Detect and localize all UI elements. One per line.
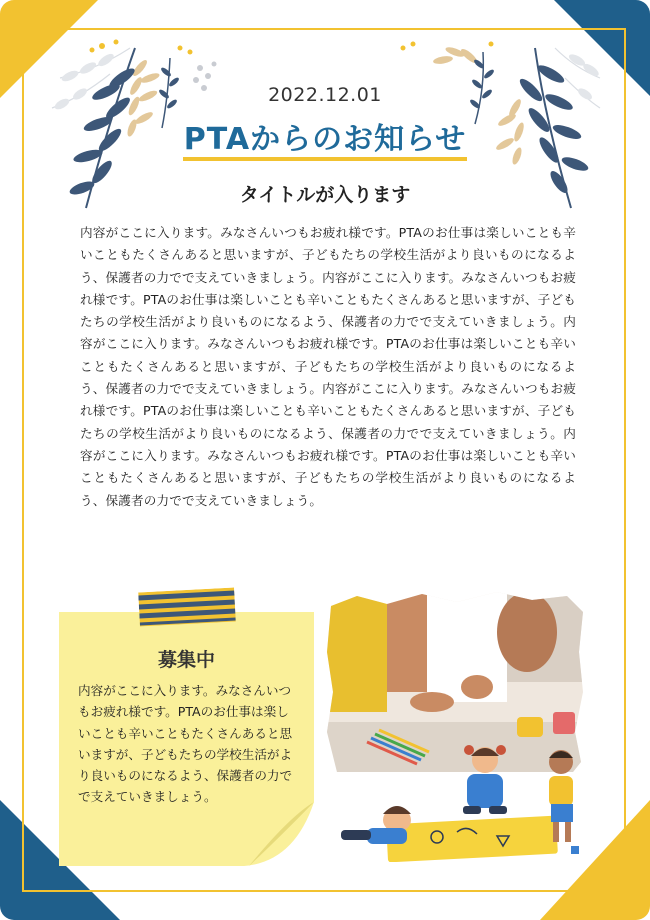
recruit-body: 内容がここに入ります。みなさんいつもお疲れ様です。PTAのお仕事は楽しいことも辛いこともたくさんあると思いますが、子どもたちの学校生活がより良いものになるよう、保護者の力でで支えていきましょう。: [78, 683, 293, 805]
issue-date: 2022.12.01: [268, 84, 382, 106]
article-body: 内容がここに入ります。みなさんいつもお疲れ様です。PTAのお仕事は楽しいことも辛いこともたくさんあると思いますが、子どもたちの学校生活がより良いものになるよう、保護者の力でで支えていきましょう。内容がここに入ります。みなさんいつもお疲れ様です。PTAのお仕事は楽しいことも辛いこともたくさんあると思いますが、子どもたちの学校生活がより良いものになるよう、保護者の力でで支えていきましょう。内容がここに入ります。みなさんいつもお疲れ様です。PTAのお仕事は楽しいことも辛いこともたくさんあると思いますが、子どもたちの学校生活がより良いものになるよう、保護者の力でで支えていきましょう。内容がここに入ります。みなさんいつもお疲れ様です。PTAのお仕事は楽しいことも辛いこともたくさんあると思いますが、子どもたちの学校生活がより良いものになるよう、保護者の力でで支えていきましょう。内容がここに入ります。みなさんいつもお疲れ様です。PTAのお仕事は楽しいことも辛いこともたくさんあると思いますが、子どもたちの学校生活がより良いものになるよう、保護者の力でで支えていきましょう。: [80, 225, 576, 508]
recruit-title: 募集中: [157, 649, 215, 671]
children-painting-photo: [327, 592, 583, 862]
article-subtitle: タイトルが入ります: [239, 184, 411, 206]
page-title: PTAからのお知らせ: [183, 122, 467, 157]
striped-tape: [138, 588, 236, 627]
title-underline: [183, 157, 467, 161]
